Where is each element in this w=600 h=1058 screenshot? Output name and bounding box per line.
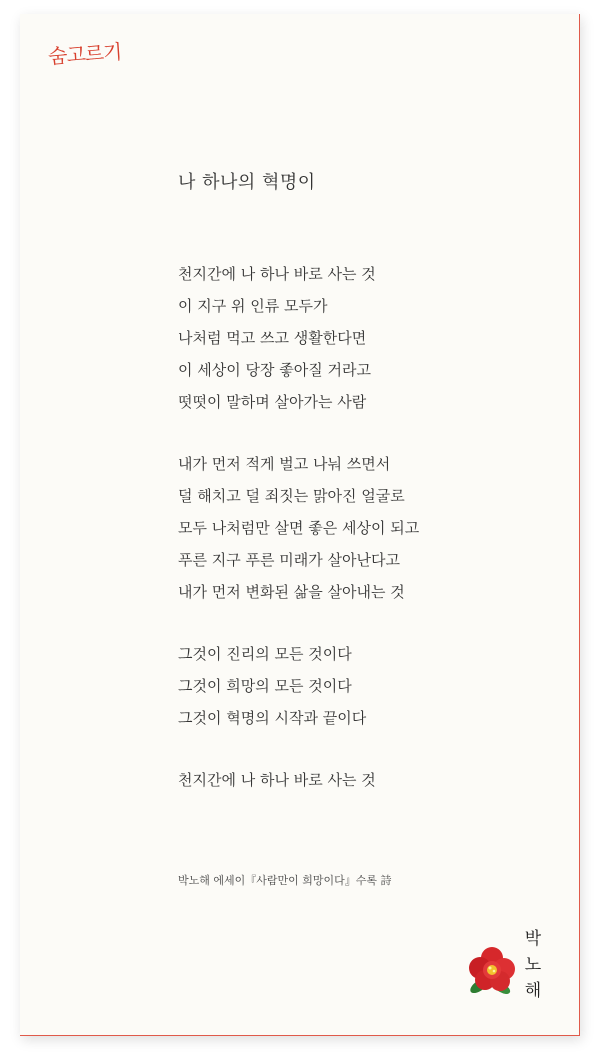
poem-line: 떳떳이 말하며 살아가는 사람 <box>178 393 367 411</box>
poem-line: 그것이 희망의 모든 것이다 <box>178 677 352 695</box>
signature-char: 해 <box>524 981 542 1001</box>
poem-line: 모두 나처럼만 살면 좋은 세상이 되고 <box>178 519 420 537</box>
stanza <box>178 448 558 608</box>
poem-line: 천지간에 나 하나 바로 사는 것 <box>178 771 376 789</box>
poem-card <box>20 14 580 1036</box>
poem-line: 내가 먼저 변화된 삶을 살아내는 것 <box>178 583 405 601</box>
signature-char: 노 <box>524 955 542 975</box>
poem-title: 나 하나의 혁명이 <box>178 172 316 193</box>
poem-source: 박노해 에세이『사람만이 희망이다』수록 詩 <box>178 874 392 887</box>
author-signature <box>520 926 546 1004</box>
brand-logo[interactable]: 숨고르기 <box>47 39 123 69</box>
stanza <box>178 258 558 418</box>
poem-line: 내가 먼저 적게 벌고 나눠 쓰면서 <box>178 455 391 473</box>
camellia-flower-icon <box>466 944 518 996</box>
poem-line: 나처럼 먹고 쓰고 생활한다면 <box>178 329 367 347</box>
poem-line: 이 세상이 당장 좋아질 거라고 <box>178 361 371 379</box>
poem-line: 천지간에 나 하나 바로 사는 것 <box>178 265 376 283</box>
poem-line: 그것이 혁명의 시작과 끝이다 <box>178 709 367 727</box>
poem-line: 덜 해치고 덜 죄짓는 맑아진 얼굴로 <box>178 487 405 505</box>
poem-line: 그것이 진리의 모든 것이다 <box>178 645 352 663</box>
poem-line: 이 지구 위 인류 모두가 <box>178 297 328 315</box>
poem-line: 푸른 지구 푸른 미래가 살아난다고 <box>178 551 400 569</box>
signature-char: 박 <box>524 929 542 949</box>
stanza <box>178 638 558 734</box>
poem-body <box>178 258 558 826</box>
stanza <box>178 764 558 796</box>
